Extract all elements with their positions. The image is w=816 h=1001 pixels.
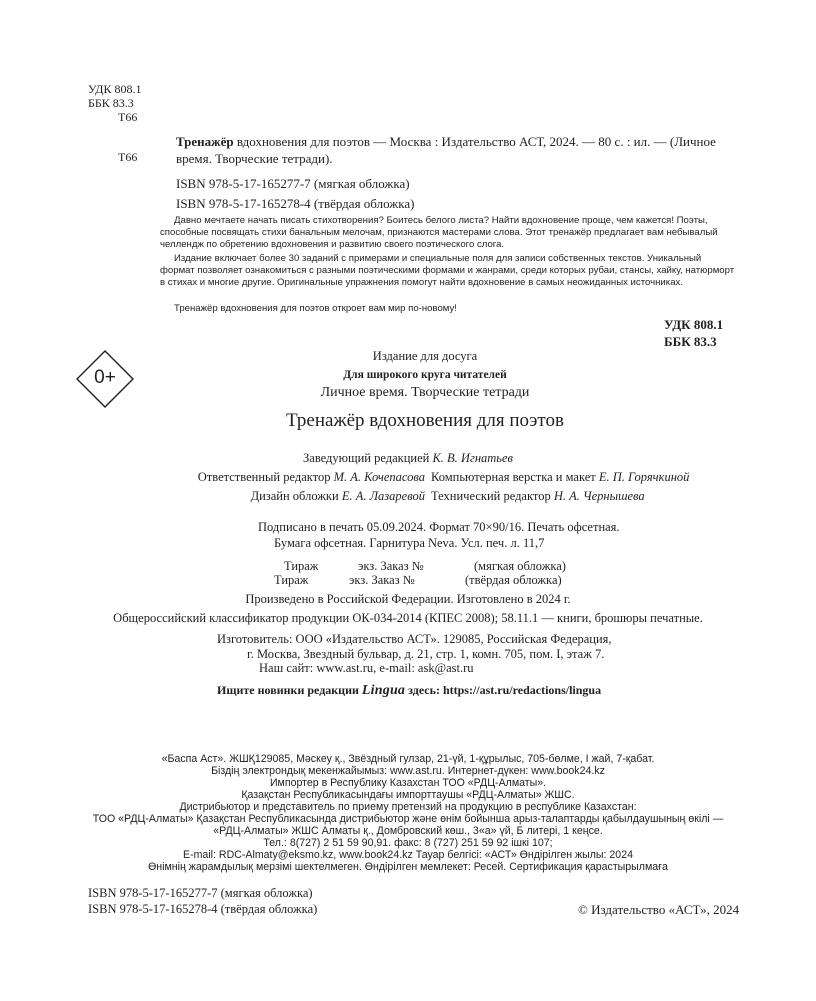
abstract-paragraph-2: Издание включает более 30 заданий с примерами и специальные поля для записи собственных текстов. Уникальный формат позволяет ознакомиться с разными поэтическими формами и жанрами, среди которых рубаи, стансы, хайку, натюрморт в стихах и многие другие. Оригинальные упражнения помогут найти вдохновение в самых неожиданных источниках. [160,253,735,288]
leisure-edition: Издание для досуга [372,349,478,363]
footer-isbn-soft: ISBN 978-5-17-165277-7 (мягкая обложка) [88,886,313,900]
title-bold: Тренажёр [176,134,234,149]
series-name: Личное время. Творческие тетради [320,385,530,400]
bbk-right: ББК 83.3 [664,334,717,349]
technical-editor [431,489,645,504]
circulation-cover-hard: (твёрдая обложка) [465,573,562,587]
kz-line-1: «Баспа Аст». ЖШҚ129085, Мәскеу қ., Звёздный гулзар, 21-үй, 1-құрылыс, 705-бөлме, I жай, 7-қабат. [161,753,655,765]
kz-line-6: ТОО «РДЦ-Алматы» Қазақстан Республикасында дистрибьютор және өнім бойынша арыз-талаптарды қабылдаушының өкілі — [92,813,724,825]
cover-designer-name: Е. А. Лазаревой [341,489,425,503]
bibliographic-rest-1: вдохновения для поэтов — Москва : Издательство АСТ, 2024. — 80 с. : ил. — (Личное [233,134,716,149]
copyright: © Издательство «АСТ», 2024 [578,902,740,917]
kz-line-10: Өнімнің жарамдылық мерзімі шектелмеген. Өндірілген мемлекет: Ресей. Сертификация қарастырылмаға [148,861,668,873]
isbn-hard-annotation: ISBN 978-5-17-165278-4 (твёрдая обложка) [176,196,415,211]
kz-line-8: Тел.: 8(727) 2 51 59 90,91. факс: 8 (727) 251 59 92 ішкі 107; [263,837,553,849]
layout-designer-name: Е. П. Горячкиной [598,470,690,484]
kz-line-7: «РДЦ-Алматы» ЖШС Алматы қ., Домбровский көш., 3«а» үй, Б литері, 1 кеңсе. [213,825,603,837]
abstract-paragraph-1: Давно мечтаете начать писать стихотворения? Боитесь белого листа? Найти вдохновение проще, чем кажется! Поэты, способные посвящать стихи банальным мелочам, признаются мастерами слова. Этот тренажёр предлагает вам небывалый челлендж по обретению вдохновения и развитию своего поэтического слога. [160,215,718,250]
head-editor [0,451,816,466]
kz-line-2: Біздің электрондық мекенжайымыз: www.ast.ru. Интернет-дүкен: www.book24.kz [211,765,605,777]
udk-code: УДК 808.1 [88,82,142,96]
bibliographic-line-2: время. Творческие тетради). [176,151,333,166]
kz-line-3: Импортер в Республику Казахстан ТОО «РДЦ-Алматы». [269,777,547,789]
footer-isbn-hard: ISBN 978-5-17-165278-4 (твёрдая обложка) [88,902,318,916]
kz-line-5: Дистрибьютор и представитель по приему претензий на продукцию в республике Казахстан: [179,801,637,813]
book-title: Тренажёр вдохновения для поэтов [286,410,564,431]
abstract-paragraph-3: Тренажёр вдохновения для поэтов откроет вам мир по-новому! [174,303,457,314]
print-details-2: Бумага офсетная. Гарнитура Neva. Усл. печ. л. 11,7 [274,536,545,550]
maker-line-3: Наш сайт: www.ast.ru, e-mail: ask@ast.ru [259,661,474,675]
technical-editor-name: Н. А. Чернышева [553,489,645,503]
bbk-code: ББК 83.3 [88,96,134,110]
head-editor-name: К. В. Игнатьев [432,451,513,465]
layout-designer [431,470,689,485]
technical-editor-label: Технический редактор [431,489,554,503]
bibliographic-line-1 [176,134,716,150]
isbn-soft-annotation: ISBN 978-5-17-165277-7 (мягкая обложка) [176,176,410,191]
lingua-logo: Lingua [361,683,406,698]
maker-line-1: Изготовитель: ООО «Издательство АСТ». 129085, Российская Федерация, [217,632,612,646]
maker-line-2: г. Москва, Звездный бульвар, д. 21, стр. 1, комн. 705, пом. I, этаж 7. [247,647,605,661]
udk-right: УДК 808.1 [664,317,724,332]
author-sign-margin: Т66 [118,150,138,164]
author-sign: Т66 [118,110,138,124]
responsible-editor-name: М. А. Кочепасова [333,470,425,484]
lingua-suffix: здесь: https://ast.ru/redactions/lingua [405,683,602,697]
responsible-editor-label: Ответственный редактор [197,470,334,484]
layout-designer-label: Компьютерная верстка и макет [431,470,599,484]
circulation-order-hard: экз. Заказ № [349,573,415,587]
responsible-editor [0,470,425,485]
circulation-label-soft: Тираж [284,559,319,573]
circulation-order-soft: экз. Заказ № [358,559,424,573]
circulation-label-hard: Тираж [274,573,309,587]
lingua-line [217,683,601,699]
kz-line-9: E-mail: RDC-Almaty@eksmo.kz, www.book24.kz Тауар белгісі: «АСТ» Өндірілген жылы: 2024 [183,849,633,861]
produced-statement: Произведено в Российской Федерации. Изготовлено в 2024 г. [245,592,571,606]
head-editor-label: Заведующий редакцией [303,451,433,465]
circulation-cover-soft: (мягкая обложка) [474,559,566,573]
classifier: Общероссийский классификатор продукции ОК-034-2014 (КПЕС 2008); 58.11.1 — книги, брошюры печатные. [113,611,703,625]
print-details-1: Подписано в печать 05.09.2024. Формат 70×90/16. Печать офсетная. [258,520,620,534]
lingua-prefix: Ищите новинки редакции [217,683,362,697]
age-rating-text: 0+ [94,367,116,388]
kz-line-4: Қазақстан Республикасындағы импорттаушы «РДЦ-Алматы» ЖШС. [241,789,575,801]
cover-designer-label: Дизайн обложки [250,489,342,503]
cover-designer [0,489,425,504]
audience: Для широкого круга читателей [343,369,507,381]
